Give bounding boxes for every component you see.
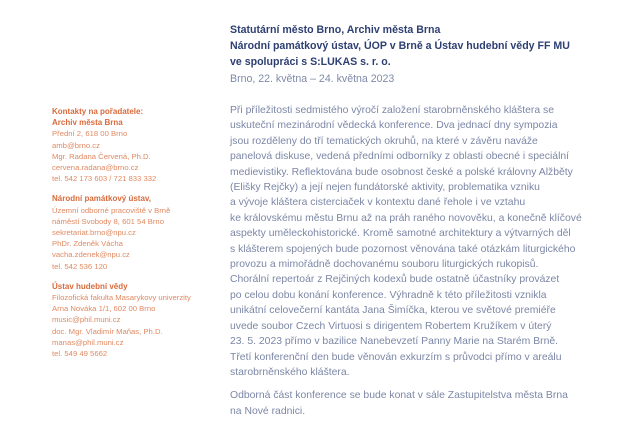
text-line: Třetí konferenční den bude věnován exkurzím s průvodci přímo v areálu <box>230 351 562 363</box>
contact-detail: tel. 549 49 5662 <box>52 349 108 359</box>
text-line: uvede soubor Czech Virtuosi s dirigentem Robertem Kružíkem v úterý <box>230 320 552 332</box>
contacts-section <box>52 106 224 368</box>
text-line: s klášterem spojených bude pozornost věnována také otázkám liturgického <box>230 243 576 255</box>
contact-email-link[interactable]: vacha.zdenek@npu.cz <box>52 250 130 260</box>
contact-email-link[interactable]: music@phil.muni.cz <box>52 315 121 325</box>
contact-email-link[interactable]: amb@brno.cz <box>52 140 100 150</box>
contact-email-link[interactable]: cervena.radana@brno.cz <box>52 163 139 173</box>
contact-block <box>52 193 224 271</box>
contact-detail: Arna Nováka 1/1, 602 00 Brno <box>52 304 156 314</box>
contacts-heading: Kontakty na pořadatele: <box>52 107 144 116</box>
contact-detail: tel. 542 536 120 <box>52 261 108 271</box>
text-line: panelová diskuse, vedená předními odborníky z oblasti obecné i speciální <box>230 151 570 163</box>
text-line: ke královskému městu Brnu až na práh raného novověku, a konečně klíčové <box>230 212 582 224</box>
contact-detail: PhDr. Zdeněk Vácha <box>52 239 123 249</box>
event-date: Brno, 22. května – 24. května 2023 <box>230 73 395 85</box>
text-line: na Nové radnici. <box>230 405 306 417</box>
text-line: a vývoje kláštera cisterciaček v kontextu dané řehole i ve vztahu <box>230 197 526 209</box>
text-line: po celou dobu konání konference. Výhradně k této příležitosti vznikla <box>230 289 547 301</box>
contact-email-link[interactable]: manas@phil.muni.cz <box>52 337 124 347</box>
text-line: (Elišky Rejčky) a její nejen fundátorské aktivity, problematika vzniku <box>230 182 540 194</box>
contact-block <box>52 281 224 359</box>
contact-email-link[interactable]: sekretariat.brno@npu.cz <box>52 228 136 238</box>
text-line: Odborná část konference se bude konat v sále Zastupitelstva města Brna <box>230 390 568 402</box>
text-line: medievistiky. Reflektována bude osobnost české a polské královny Alžběty <box>230 166 573 178</box>
contact-block-title: Archiv města Brna <box>52 118 123 128</box>
conference-description <box>230 103 614 419</box>
text-line: Při příležitosti sedmistého výročí založení starobrněnského kláštera se <box>230 105 554 116</box>
contact-block <box>52 106 224 184</box>
contact-detail: Mgr. Radana Červená, Ph.D. <box>52 151 151 161</box>
contact-detail: Přední 2, 618 00 Brno <box>52 129 128 139</box>
text-line: jsou rozděleny do tří tematických okruhů, na které v závěru naváže <box>230 135 538 147</box>
organizer-line-3: ve spolupráci s S:LUKAS s. r. o. <box>230 56 391 68</box>
text-line: 23. 5. 2023 přímo v bazilice Nanebevzetí Panny Marie na Starém Brně. <box>230 336 559 348</box>
text-line: unikátní celovečerní kantáta Jana Šimíčka, kterou ve světové premiéře <box>230 305 556 317</box>
contact-block-title: Národní památkový ústav, <box>52 194 151 204</box>
description-paragraph <box>230 103 614 380</box>
text-line: aspekty uměleckohistorické. Kromě samotné architektury a výtvarných děl <box>230 228 571 240</box>
event-header <box>230 22 620 87</box>
text-line: provozu a mimořádně dochovanému souboru liturgických rukopisů. <box>230 259 539 271</box>
text-line: starobrněnského kláštera. <box>230 366 350 378</box>
organizer-line-2: Národní památkový ústav, ÚOP v Brně a Ústav hudební vědy FF MU <box>230 40 570 52</box>
contact-detail: náměstí Svobody 8, 601 54 Brno <box>52 216 164 226</box>
organizer-line-1: Statutární město Brno, Archiv města Brna <box>230 24 441 36</box>
contact-detail: Územní odborné pracoviště v Brně <box>52 205 171 215</box>
description-paragraph <box>230 388 614 419</box>
contact-detail: doc. Mgr. Vladimír Maňas, Ph.D. <box>52 326 163 336</box>
text-line: Chorální repertoár z Rejčiných kodexů bude ostatně účastníky provázet <box>230 274 560 286</box>
contact-detail: tel. 542 173 603 / 721 833 332 <box>52 174 157 184</box>
contact-block-title: Ústav hudební vědy <box>52 281 128 291</box>
contact-detail: Filozofická fakulta Masarykovy univerzity <box>52 293 191 303</box>
text-line: uskuteční mezinárodní vědecká konference. Dva jednací dny sympozia <box>230 120 558 132</box>
